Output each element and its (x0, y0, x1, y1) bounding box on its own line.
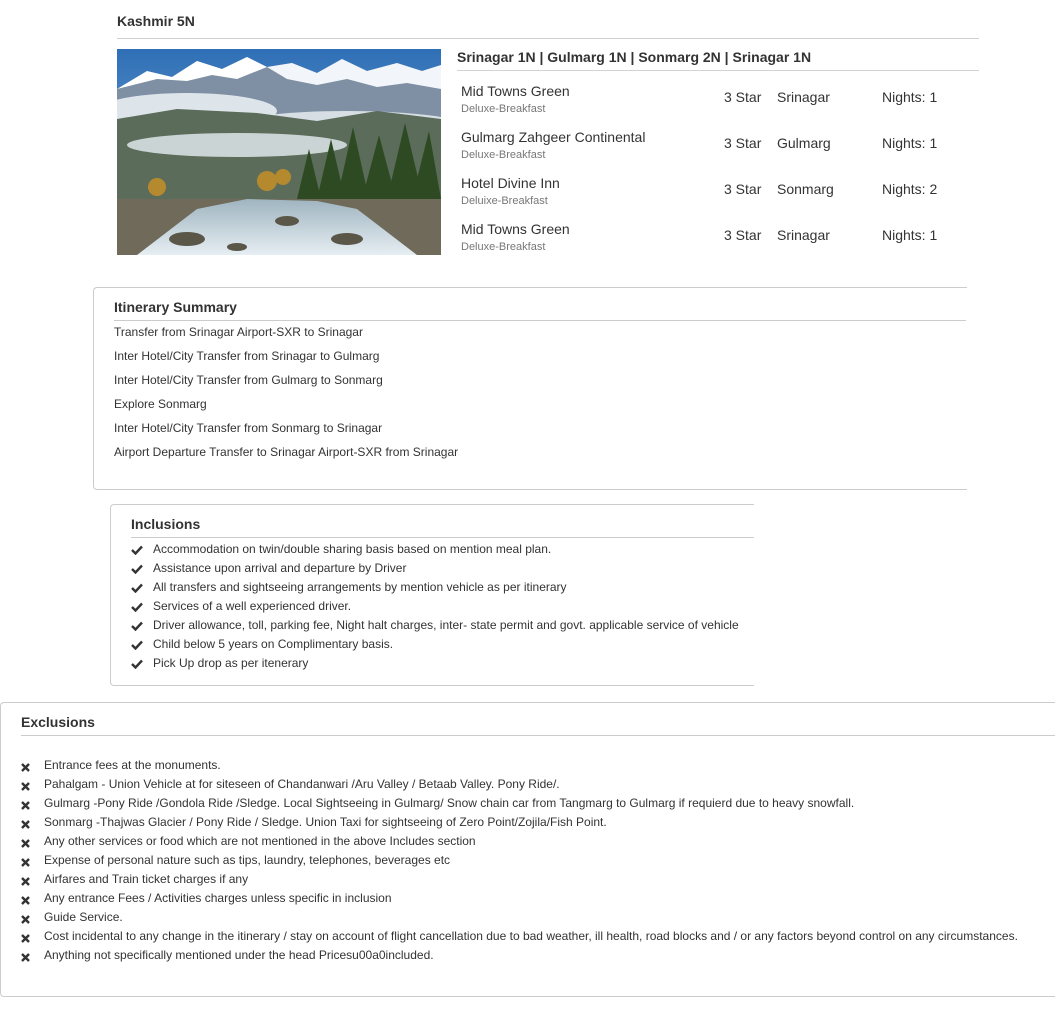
exclusions-panel (0, 702, 1055, 997)
hotel-star-rating: 3 Star (724, 181, 762, 197)
package-image (117, 49, 441, 255)
hotel-city: Srinagar (777, 89, 830, 105)
hotel-name[interactable]: Hotel Divine Inn (461, 175, 560, 191)
cross-icon (21, 891, 44, 908)
cross-icon (21, 872, 44, 889)
hotel-nights: Nights: 2 (882, 181, 938, 197)
cross-icon (21, 910, 44, 927)
inclusion-text: Driver allowance, toll, parking fee, Night halt charges, inter- state permit and govt. applicable service of vehicle (153, 618, 739, 632)
exclusion-text: Cost incidental to any change in the itinerary / stay on account of flight cancellation due to bad weather, ill health, road blocks and / or any factors beyond control on any circumstances. (44, 929, 1018, 943)
exclusions-title: Exclusions (21, 714, 1055, 736)
exclusion-text: Gulmarg -Pony Ride /Gondola Ride /Sledge. Local Sightseeing in Gulmarg/ Snow chain car from Tangmarg to Gulmarg if requierd due to heavy snowfall. (44, 796, 855, 810)
inclusions-list (131, 542, 739, 675)
exclusion-text: Any entrance Fees / Activities charges unless specific in inclusion (44, 891, 392, 905)
exclusion-text: Guide Service. (44, 910, 123, 924)
check-icon (131, 561, 153, 577)
exclusion-text: Pahalgam - Union Vehicle at for siteseen of Chandanwari /Aru Valley / Betaab Valley. Pony Ride/. (44, 777, 560, 791)
cross-icon (21, 853, 44, 870)
exclusion-item (21, 872, 1018, 891)
cross-icon (21, 929, 44, 946)
exclusion-item (21, 891, 1018, 910)
cross-icon (21, 815, 44, 832)
hotel-row (461, 221, 981, 267)
exclusion-text: Sonmarg -Thajwas Glacier / Pony Ride / Sledge. Union Taxi for sightseeing of Zero Point/Zojila/Fish Point. (44, 815, 607, 829)
hotel-nights: Nights: 1 (882, 89, 938, 105)
hotel-nights: Nights: 1 (882, 227, 938, 243)
hotel-star-rating: 3 Star (724, 227, 762, 243)
cross-icon (21, 758, 44, 775)
itinerary-item: Inter Hotel/City Transfer from Sonmarg to Srinagar (114, 421, 383, 435)
cross-icon (21, 777, 44, 794)
itinerary-item: Transfer from Srinagar Airport-SXR to Srinagar (114, 325, 363, 339)
itinerary-item: Airport Departure Transfer to Srinagar Airport-SXR from Srinagar (114, 445, 459, 459)
inclusion-item (131, 618, 739, 637)
itinerary-item: Explore Sonmarg (114, 397, 207, 411)
package-title: Kashmir 5N (117, 13, 979, 39)
itinerary-item: Inter Hotel/City Transfer from Srinagar to Gulmarg (114, 349, 380, 363)
exclusion-text: Airfares and Train ticket charges if any (44, 872, 249, 886)
hotel-city: Srinagar (777, 227, 830, 243)
exclusion-item (21, 815, 1018, 834)
hotel-name[interactable]: Mid Towns Green (461, 83, 570, 99)
exclusion-text: Anything not specifically mentioned under the head Pricesu00a0included. (44, 948, 434, 962)
hotel-meal-plan: Deluxe-Breakfast (461, 241, 546, 253)
check-icon (131, 656, 153, 672)
hotel-meal-plan: Deluixe-Breakfast (461, 195, 548, 207)
hotel-star-rating: 3 Star (724, 135, 762, 151)
inclusion-text: Pick Up drop as per itenerary (153, 656, 309, 670)
hotel-city: Gulmarg (777, 135, 831, 151)
inclusion-item (131, 637, 739, 656)
itinerary-summary-title: Itinerary Summary (114, 299, 966, 321)
inclusion-item (131, 542, 739, 561)
inclusion-item (131, 599, 739, 618)
hotel-row (461, 129, 981, 175)
hotel-meal-plan: Deluxe-Breakfast (461, 103, 546, 115)
hotel-star-rating: 3 Star (724, 89, 762, 105)
inclusions-title: Inclusions (131, 516, 754, 538)
inclusion-item (131, 580, 739, 599)
exclusion-item (21, 948, 1018, 967)
exclusion-text: Expense of personal nature such as tips, laundry, telephones, beverages etc (44, 853, 451, 867)
exclusion-item (21, 853, 1018, 872)
inclusion-item (131, 561, 739, 580)
cross-icon (21, 796, 44, 813)
exclusion-item (21, 834, 1018, 853)
itinerary-summary-panel (93, 287, 967, 490)
inclusion-text: All transfers and sightseeing arrangements by mention vehicle as per itinerary (153, 580, 567, 594)
exclusion-item (21, 777, 1018, 796)
route-summary: Srinagar 1N | Gulmarg 1N | Sonmarg 2N | Srinagar 1N (457, 49, 979, 71)
itinerary-item: Inter Hotel/City Transfer from Gulmarg to Sonmarg (114, 373, 383, 387)
exclusion-text: Any other services or food which are not mentioned in the above Includes section (44, 834, 476, 848)
exclusion-item (21, 929, 1018, 948)
exclusion-text: Entrance fees at the monuments. (44, 758, 221, 772)
inclusions-panel (110, 504, 754, 686)
inclusion-item (131, 656, 739, 675)
inclusion-text: Assistance upon arrival and departure by Driver (153, 561, 407, 575)
hotel-name[interactable]: Mid Towns Green (461, 221, 570, 237)
itinerary-list (114, 325, 458, 469)
hotel-list (461, 83, 981, 267)
exclusion-item (21, 796, 1018, 815)
check-icon (131, 637, 153, 653)
hotel-row (461, 175, 981, 221)
hotel-nights: Nights: 1 (882, 135, 938, 151)
check-icon (131, 618, 153, 634)
check-icon (131, 542, 153, 558)
mountain-valley-image (117, 49, 441, 255)
hotel-city: Sonmarg (777, 181, 834, 197)
cross-icon (21, 834, 44, 851)
inclusion-text: Accommodation on twin/double sharing basis based on mention meal plan. (153, 542, 552, 556)
inclusion-text: Services of a well experienced driver. (153, 599, 352, 613)
hotel-name[interactable]: Gulmarg Zahgeer Continental (461, 129, 646, 145)
exclusion-item (21, 910, 1018, 929)
inclusion-text: Child below 5 years on Complimentary basis. (153, 637, 394, 651)
cross-icon (21, 948, 44, 965)
hotel-meal-plan: Deluxe-Breakfast (461, 149, 546, 161)
exclusions-list (21, 758, 1018, 967)
check-icon (131, 599, 153, 615)
exclusion-item (21, 758, 1018, 777)
check-icon (131, 580, 153, 596)
hotel-row (461, 83, 981, 129)
